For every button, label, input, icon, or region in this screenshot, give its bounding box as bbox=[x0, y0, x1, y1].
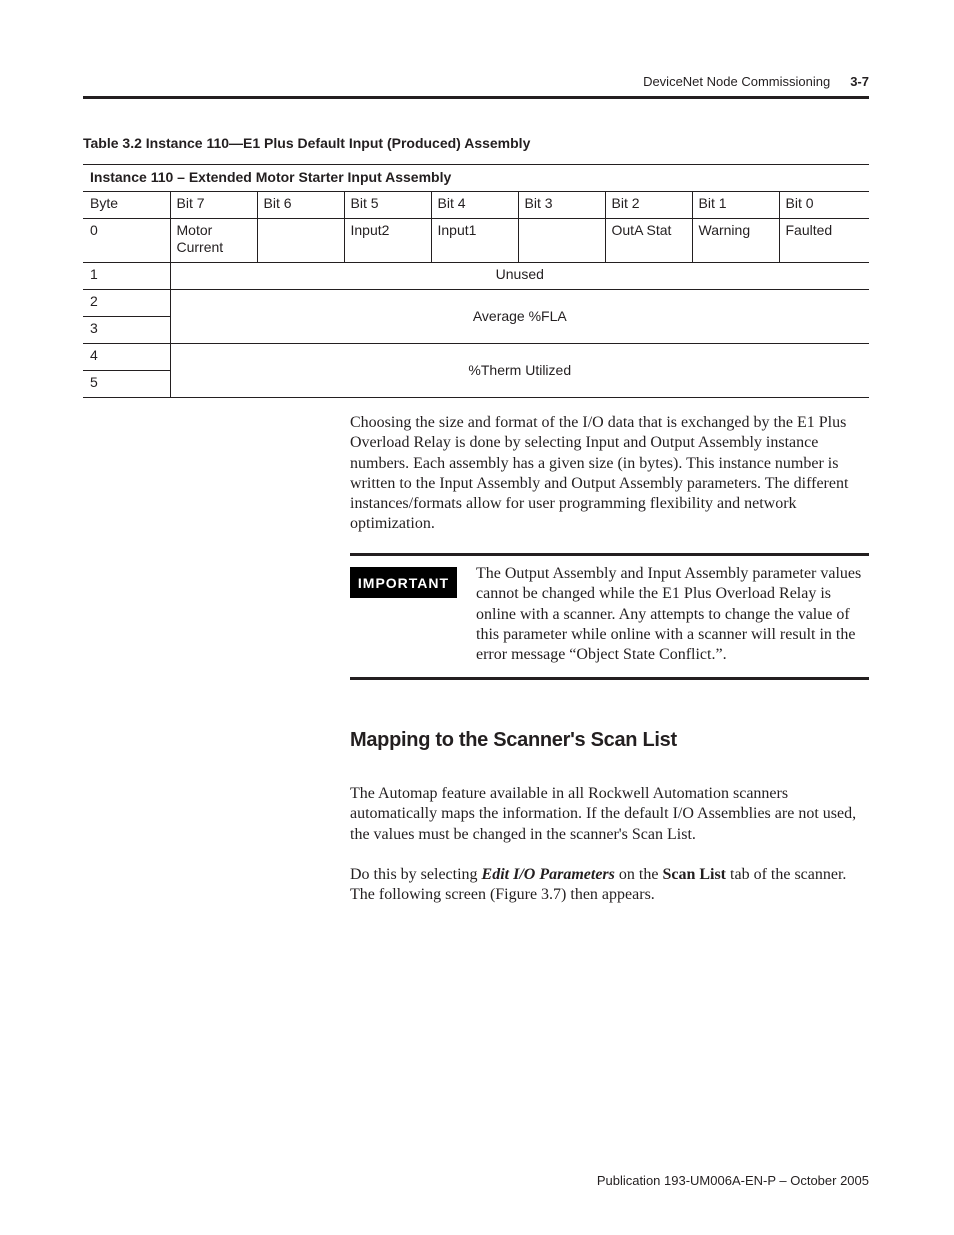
merged-value-cell: %Therm Utilized bbox=[170, 344, 869, 398]
header-rule bbox=[83, 96, 869, 99]
col-header: Bit 3 bbox=[518, 192, 605, 219]
p3-text: on the bbox=[614, 866, 663, 883]
byte-cell: 1 bbox=[83, 263, 170, 290]
byte-cell: 5 bbox=[83, 371, 170, 398]
byte-cell: 0 bbox=[83, 219, 170, 263]
table-row bbox=[83, 290, 869, 317]
important-text: The Output Assembly and Input Assembly parameter values cannot be changed while the E1 Plus Overload Relay is online with a scanner. Any attempts to change the value of this parameter while online with a scanner will result in the error message “Object State Conflict.”. bbox=[476, 565, 862, 664]
edit-io-parameters-term: Edit I/O Parameters bbox=[481, 866, 615, 883]
col-header: Bit 0 bbox=[779, 192, 869, 219]
p3-text: tab of the scanner. The following screen (Figure 3.7) then appears. bbox=[350, 866, 847, 904]
important-bottom-rule bbox=[350, 677, 869, 680]
bit-cell: Input1 bbox=[431, 219, 518, 263]
publication-footer: Publication 193-UM006A-EN-P – October 2005 bbox=[596, 1173, 869, 1188]
table-caption: Table 3.2 Instance 110—E1 Plus Default Input (Produced) Assembly bbox=[83, 135, 531, 151]
table-row bbox=[83, 344, 869, 371]
bit-cell bbox=[257, 219, 344, 263]
col-header: Bit 7 bbox=[170, 192, 257, 219]
bit-cell bbox=[518, 219, 605, 263]
bit-cell: OutA Stat bbox=[605, 219, 692, 263]
section-heading: Mapping to the Scanner's Scan List bbox=[350, 729, 677, 751]
bit-cell: Input2 bbox=[344, 219, 431, 263]
header-section-title: DeviceNet Node Commissioning bbox=[643, 74, 831, 89]
assembly-table bbox=[83, 164, 869, 398]
col-header: Bit 2 bbox=[605, 192, 692, 219]
cell-line: Current bbox=[176, 239, 224, 255]
table-row bbox=[83, 263, 869, 290]
merged-value-cell: Average %FLA bbox=[170, 290, 869, 344]
scan-list-term: Scan List bbox=[662, 866, 727, 883]
byte-cell: 4 bbox=[83, 344, 170, 371]
table-row bbox=[83, 219, 869, 263]
page-number: 3-7 bbox=[850, 74, 869, 89]
table-header-row bbox=[83, 192, 869, 219]
running-header bbox=[83, 74, 869, 89]
table-title: Instance 110 – Extended Motor Starter Input Assembly bbox=[83, 165, 869, 192]
byte-cell: 3 bbox=[83, 317, 170, 344]
important-badge: IMPORTANT bbox=[350, 567, 457, 598]
body-paragraph-3 bbox=[350, 865, 870, 906]
body-paragraph-2: The Automap feature available in all Rockwell Automation scanners automatically maps the information. If the default I/O Assemblies are not used, the values must be changed in the scanner's Scan List. bbox=[350, 785, 857, 843]
merged-value-cell: Unused bbox=[170, 263, 869, 290]
col-header: Bit 1 bbox=[692, 192, 779, 219]
col-header: Bit 5 bbox=[344, 192, 431, 219]
bit-cell: Warning bbox=[692, 219, 779, 263]
col-header: Byte bbox=[83, 192, 170, 219]
p3-text: Do this by selecting bbox=[350, 866, 482, 883]
bit-cell bbox=[170, 219, 257, 263]
byte-cell: 2 bbox=[83, 290, 170, 317]
col-header: Bit 4 bbox=[431, 192, 518, 219]
cell-line: Motor bbox=[176, 222, 213, 238]
bit-cell: Faulted bbox=[779, 219, 869, 263]
col-header: Bit 6 bbox=[257, 192, 344, 219]
important-top-rule bbox=[350, 553, 869, 556]
body-paragraph-1: Choosing the size and format of the I/O data that is exchanged by the E1 Plus Overload Relay is done by selecting Input and Output Assembly instance numbers. Each assembly has a given size (in bytes). This instance number is written to the Input Assembly and Output Assembly parameters. The different instances/formats allow for user programming flexibility and network optimization. bbox=[350, 414, 849, 533]
